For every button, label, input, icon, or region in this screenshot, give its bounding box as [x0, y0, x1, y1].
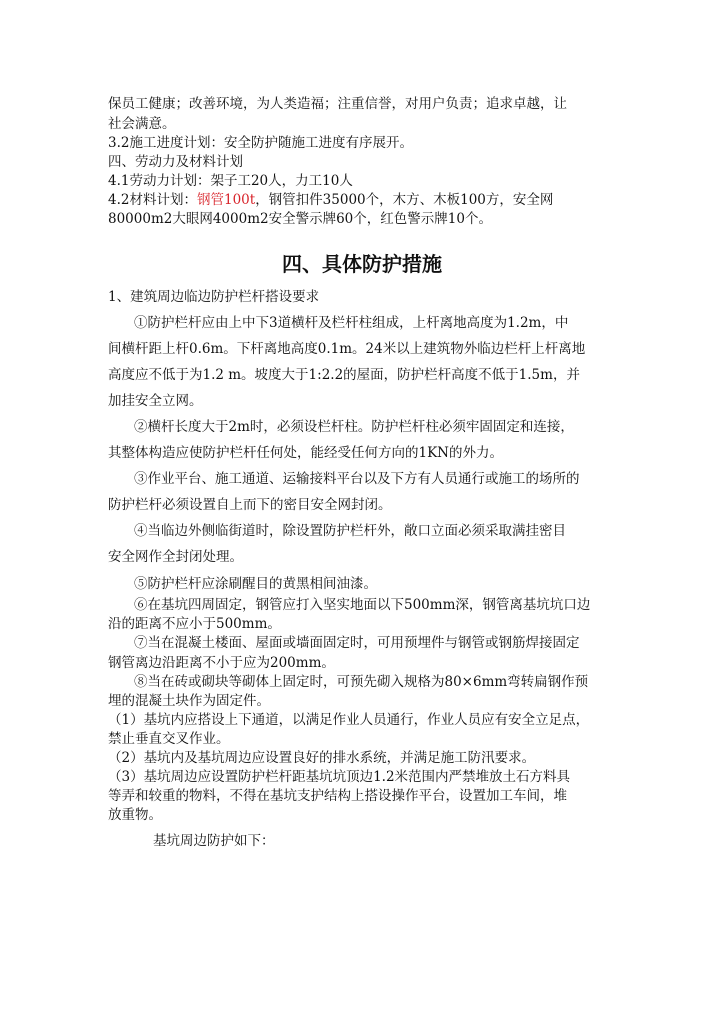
- paragraph-line: （1）基坑内应搭设上下通道，以满足作业人员通行，作业人员应有安全立足点，: [108, 712, 590, 728]
- paragraph-line: （3）基坑周边应设置防护栏杆距基坑坑顶边1.2米范围内严禁堆放土石方料具: [108, 769, 571, 785]
- paragraph-line: ⑧当在砖或砌块等砌体上固定时，可预先砌入规格为80×6mm弯转扁钢作预: [134, 674, 589, 690]
- paragraph-line: [108, 191, 553, 209]
- paragraph-line: 防护栏杆必须设置自上而下的密目安全网封闭。: [108, 497, 392, 513]
- material-label: 4.2材料计划：: [108, 192, 197, 208]
- highlighted-material: 钢管100t: [196, 192, 256, 208]
- paragraph-line: 钢管离边沿距离不小于应为200mm。: [108, 655, 335, 671]
- paragraph-line: ④当临边外侧临街道时，除设置防护栏杆外，敞口立面必须采取满挂密目: [134, 523, 566, 539]
- paragraph-line: ⑦当在混凝土楼面、屋面或墙面固定时，可用预埋件与钢管或钢筋焊接固定: [134, 635, 580, 651]
- paragraph-line: 间横杆距上杆0.6m。下杆离地高度0.1m。24米以上建筑物外临边栏杆上杆离地: [108, 341, 586, 357]
- paragraph-line: （2）基坑内及基坑周边应设置良好的排水系统，并满足施工防汛要求。: [108, 750, 536, 766]
- paragraph-line: 3.2施工进度计划：安全防护随施工进度有序展开。: [108, 135, 413, 151]
- paragraph-line: 保员工健康；改善环境，为人类造福；注重信誉，对用户负责；追求卓越，让: [108, 96, 567, 112]
- paragraph-line: ⑤防护栏杆应涂刷醒目的黄黑相间油漆。: [134, 576, 377, 592]
- material-rest: ，钢管扣件35000个，木方、木板100方，安全网: [255, 192, 554, 208]
- paragraph-line: 其整体构造应使防护栏杆任何处，能经受任何方向的1KN的外力。: [108, 445, 503, 461]
- subheading: 1、建筑周边临边防护栏杆搭设要求: [108, 289, 320, 305]
- paragraph-line: 放重物。: [108, 807, 162, 823]
- paragraph-line: ②横杆长度大于2m时，必须设栏杆柱。防护栏杆柱必须牢固固定和连接，: [134, 419, 574, 435]
- paragraph-line: 社会满意。: [108, 116, 176, 132]
- paragraph-line: 埋的混凝土块作为固定件。: [108, 693, 270, 709]
- paragraph-line: ③作业平台、施工通道、运输接料平台以及下方有人员通行或施工的场所的: [134, 471, 580, 487]
- paragraph-line: 加挂安全立网。: [108, 393, 203, 409]
- paragraph-line: 4.1劳动力计划：架子工20人，力工10人: [108, 173, 353, 189]
- paragraph-line: 高度应不低于为1.2 m。坡度大于1:2.2的屋面，防护栏杆高度不低于1.5m，并: [108, 367, 580, 383]
- paragraph-line: 沿的距离不应小于500mm。: [108, 616, 281, 632]
- paragraph-line: 80000m2大眼网4000m2安全警示牌60个，红色警示牌10个。: [108, 211, 492, 227]
- section-title: 四、具体防护措施: [282, 252, 442, 276]
- paragraph-line: ⑥在基坑四周固定，钢管应打入坚实地面以下500mm深，钢管离基坑坑口边: [134, 597, 591, 613]
- subheading: 四、劳动力及材料计划: [108, 154, 243, 170]
- paragraph-line: 安全网作全封闭处理。: [108, 549, 243, 565]
- paragraph-line: ①防护栏杆应由上中下3道横杆及栏杆柱组成，上杆离地高度为1.2m，中: [134, 315, 569, 331]
- paragraph-line: 等弄和较重的物料，不得在基坑支护结构上搭设操作平台，设置加工车间，堆: [108, 788, 567, 804]
- paragraph-line: 基坑周边防护如下：: [153, 833, 275, 849]
- paragraph-line: 禁止垂直交叉作业。: [108, 731, 230, 747]
